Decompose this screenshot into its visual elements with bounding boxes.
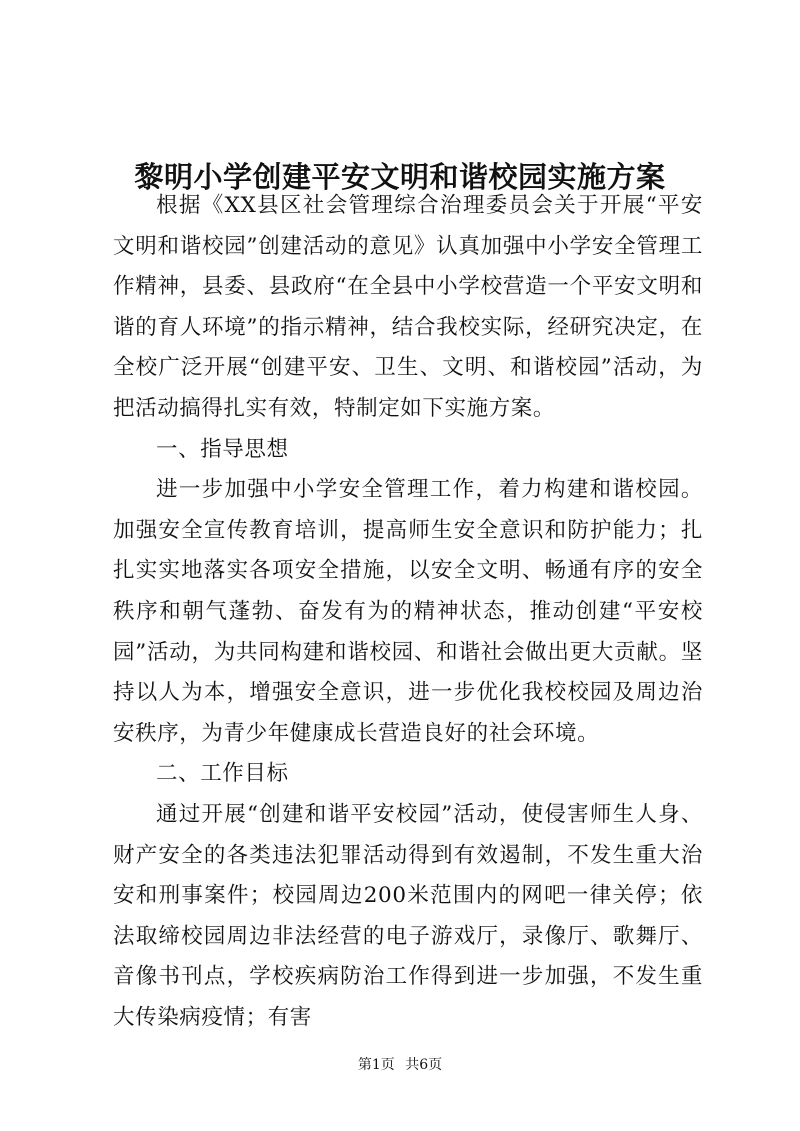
intro-paragraph: 根据《XX县区社会管理综合治理委员会关于开展“平安文明和谐校园”创建活动的意见》认真加强中小学安全管理工作精神，县委、县政府“在全县中小学校营造一个平安文明和谐的育人环境”的指示精神，结合我校实际，经研究决定，在全校广泛开展“创建平安、卫生、文明、和谐校园”活动，为把活动搞得扎实有效，特制定如下实施方案。 bbox=[113, 193, 703, 421]
section-body-guiding-ideology: 进一步加强中小学安全管理工作，着力构建和谐校园。加强安全宣传教育培训，提高师生安全意识和防护能力；扎扎实实地落实各项安全措施，以安全文明、畅通有序的安全秩序和朝气蓬勃、奋发有为的精神状态，推动创建“平安校园”活动，为共同构建和谐校园、和谐社会做出更大贡献。坚持以人为本，增强安全意识，进一步优化我校校园及周边治安秩序，为青少年健康成长营造良好的社会环境。 bbox=[113, 477, 703, 746]
document-body bbox=[113, 186, 703, 1038]
section-heading-work-goals: 二、工作目标 bbox=[156, 761, 289, 787]
page-footer bbox=[0, 1055, 800, 1075]
section-heading-guiding-ideology: 一、指导思想 bbox=[156, 436, 289, 462]
page-total: 共6页 bbox=[405, 1057, 443, 1073]
section-body-work-goals: 通过开展“创建和谐平安校园”活动，使侵害师生人身、财产安全的各类违法犯罪活动得到有效遏制，不发生重大治安和刑事案件；校园周边200米范围内的网吧一律关停；依法取缔校园周边非法经营的电子游戏厅，录像厅、歌舞厅、音像书刊点，学校疾病防治工作得到进一步加强，不发生重大传染病疫情；有害 bbox=[113, 801, 703, 1030]
page-number: 第1页 bbox=[357, 1057, 395, 1073]
page-title: 黎明小学创建平安文明和谐校园实施方案 bbox=[134, 160, 666, 195]
